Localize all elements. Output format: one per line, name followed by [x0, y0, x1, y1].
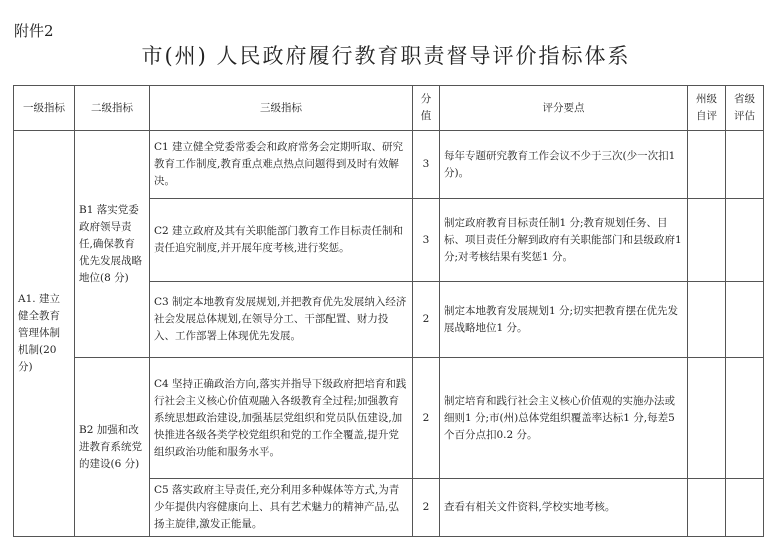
header-level3: 三级指标 [150, 86, 413, 131]
prov-eval-cell [726, 479, 764, 537]
indicator-table [13, 85, 764, 537]
self-eval-cell [688, 199, 726, 282]
level1-indicator-a1: A1. 建立健全教育管理体制机制(20 分) [14, 131, 75, 537]
self-eval-cell [688, 282, 726, 358]
criteria-c1: 每年专题研究教育工作会议不少于三次(少一次扣1 分)。 [440, 131, 688, 199]
header-criteria: 评分要点 [440, 86, 688, 131]
level2-indicator-b1: B1 落实党委政府领导责任,确保教育优先发展战略地位(8 分) [75, 131, 150, 358]
prov-eval-cell [726, 358, 764, 479]
prov-eval-cell [726, 131, 764, 199]
attachment-label: 附件2 [14, 22, 54, 40]
prov-eval-cell [726, 199, 764, 282]
header-score: 分值 [413, 86, 440, 131]
level3-indicator-c5: C5 落实政府主导责任,充分利用多种媒体等方式,为青少年提供内容健康向上、具有艺术魅力的精神产品,弘扬主旋律,激发正能量。 [150, 479, 413, 537]
score-c4: 2 [413, 358, 440, 479]
header-self-eval: 州级自评 [688, 86, 726, 131]
page-title: 市(州) 人民政府履行教育职责督导评价指标体系 [141, 44, 631, 68]
score-c2: 3 [413, 199, 440, 282]
level3-indicator-c4: C4 坚持正确政治方向,落实并指导下级政府把培育和践行社会主义核心价值观融入各级教育全过程;加强教育系统思想政治建设,加强基层党组织和党员队伍建设,加快推进各级各类学校党组织和党的工作全覆盖,提升党组织政治功能和服务水平。 [150, 358, 413, 479]
header-level1: 一级指标 [14, 86, 75, 131]
header-prov-eval: 省级评估 [726, 86, 764, 131]
header-level2: 二级指标 [75, 86, 150, 131]
self-eval-cell [688, 131, 726, 199]
criteria-c2: 制定政府教育目标责任制1 分;教育规划任务、目标、项目责任分解到政府有关职能部门和县级政府1 分;对考核结果有奖惩1 分。 [440, 199, 688, 282]
table-header-row [14, 86, 764, 131]
score-c1: 3 [413, 131, 440, 199]
level3-indicator-c1: C1 建立健全党委常委会和政府常务会定期听取、研究教育工作制度,教育重点难点热点问题得到及时有效解决。 [150, 131, 413, 199]
level2-indicator-b2: B2 加强和改进教育系统党的建设(6 分) [75, 358, 150, 537]
table-row [14, 358, 764, 479]
self-eval-cell [688, 479, 726, 537]
criteria-c4: 制定培育和践行社会主义核心价值观的实施办法或细则1 分;市(州)总体党组织覆盖率达标1 分,每差5 个百分点扣0.2 分。 [440, 358, 688, 479]
criteria-c3: 制定本地教育发展规划1 分;切实把教育摆在优先发展战略地位1 分。 [440, 282, 688, 358]
score-c3: 2 [413, 282, 440, 358]
score-c5: 2 [413, 479, 440, 537]
criteria-c5: 查看有相关文件资料,学校实地考核。 [440, 479, 688, 537]
level3-indicator-c2: C2 建立政府及其有关职能部门教育工作目标责任制和责任追究制度,并开展年度考核,进行奖惩。 [150, 199, 413, 282]
prov-eval-cell [726, 282, 764, 358]
table-row [14, 131, 764, 199]
level3-indicator-c3: C3 制定本地教育发展规划,并把教育优先发展纳入经济社会发展总体规划,在领导分工、干部配置、财力投入、工作部署上体现优先发展。 [150, 282, 413, 358]
self-eval-cell [688, 358, 726, 479]
